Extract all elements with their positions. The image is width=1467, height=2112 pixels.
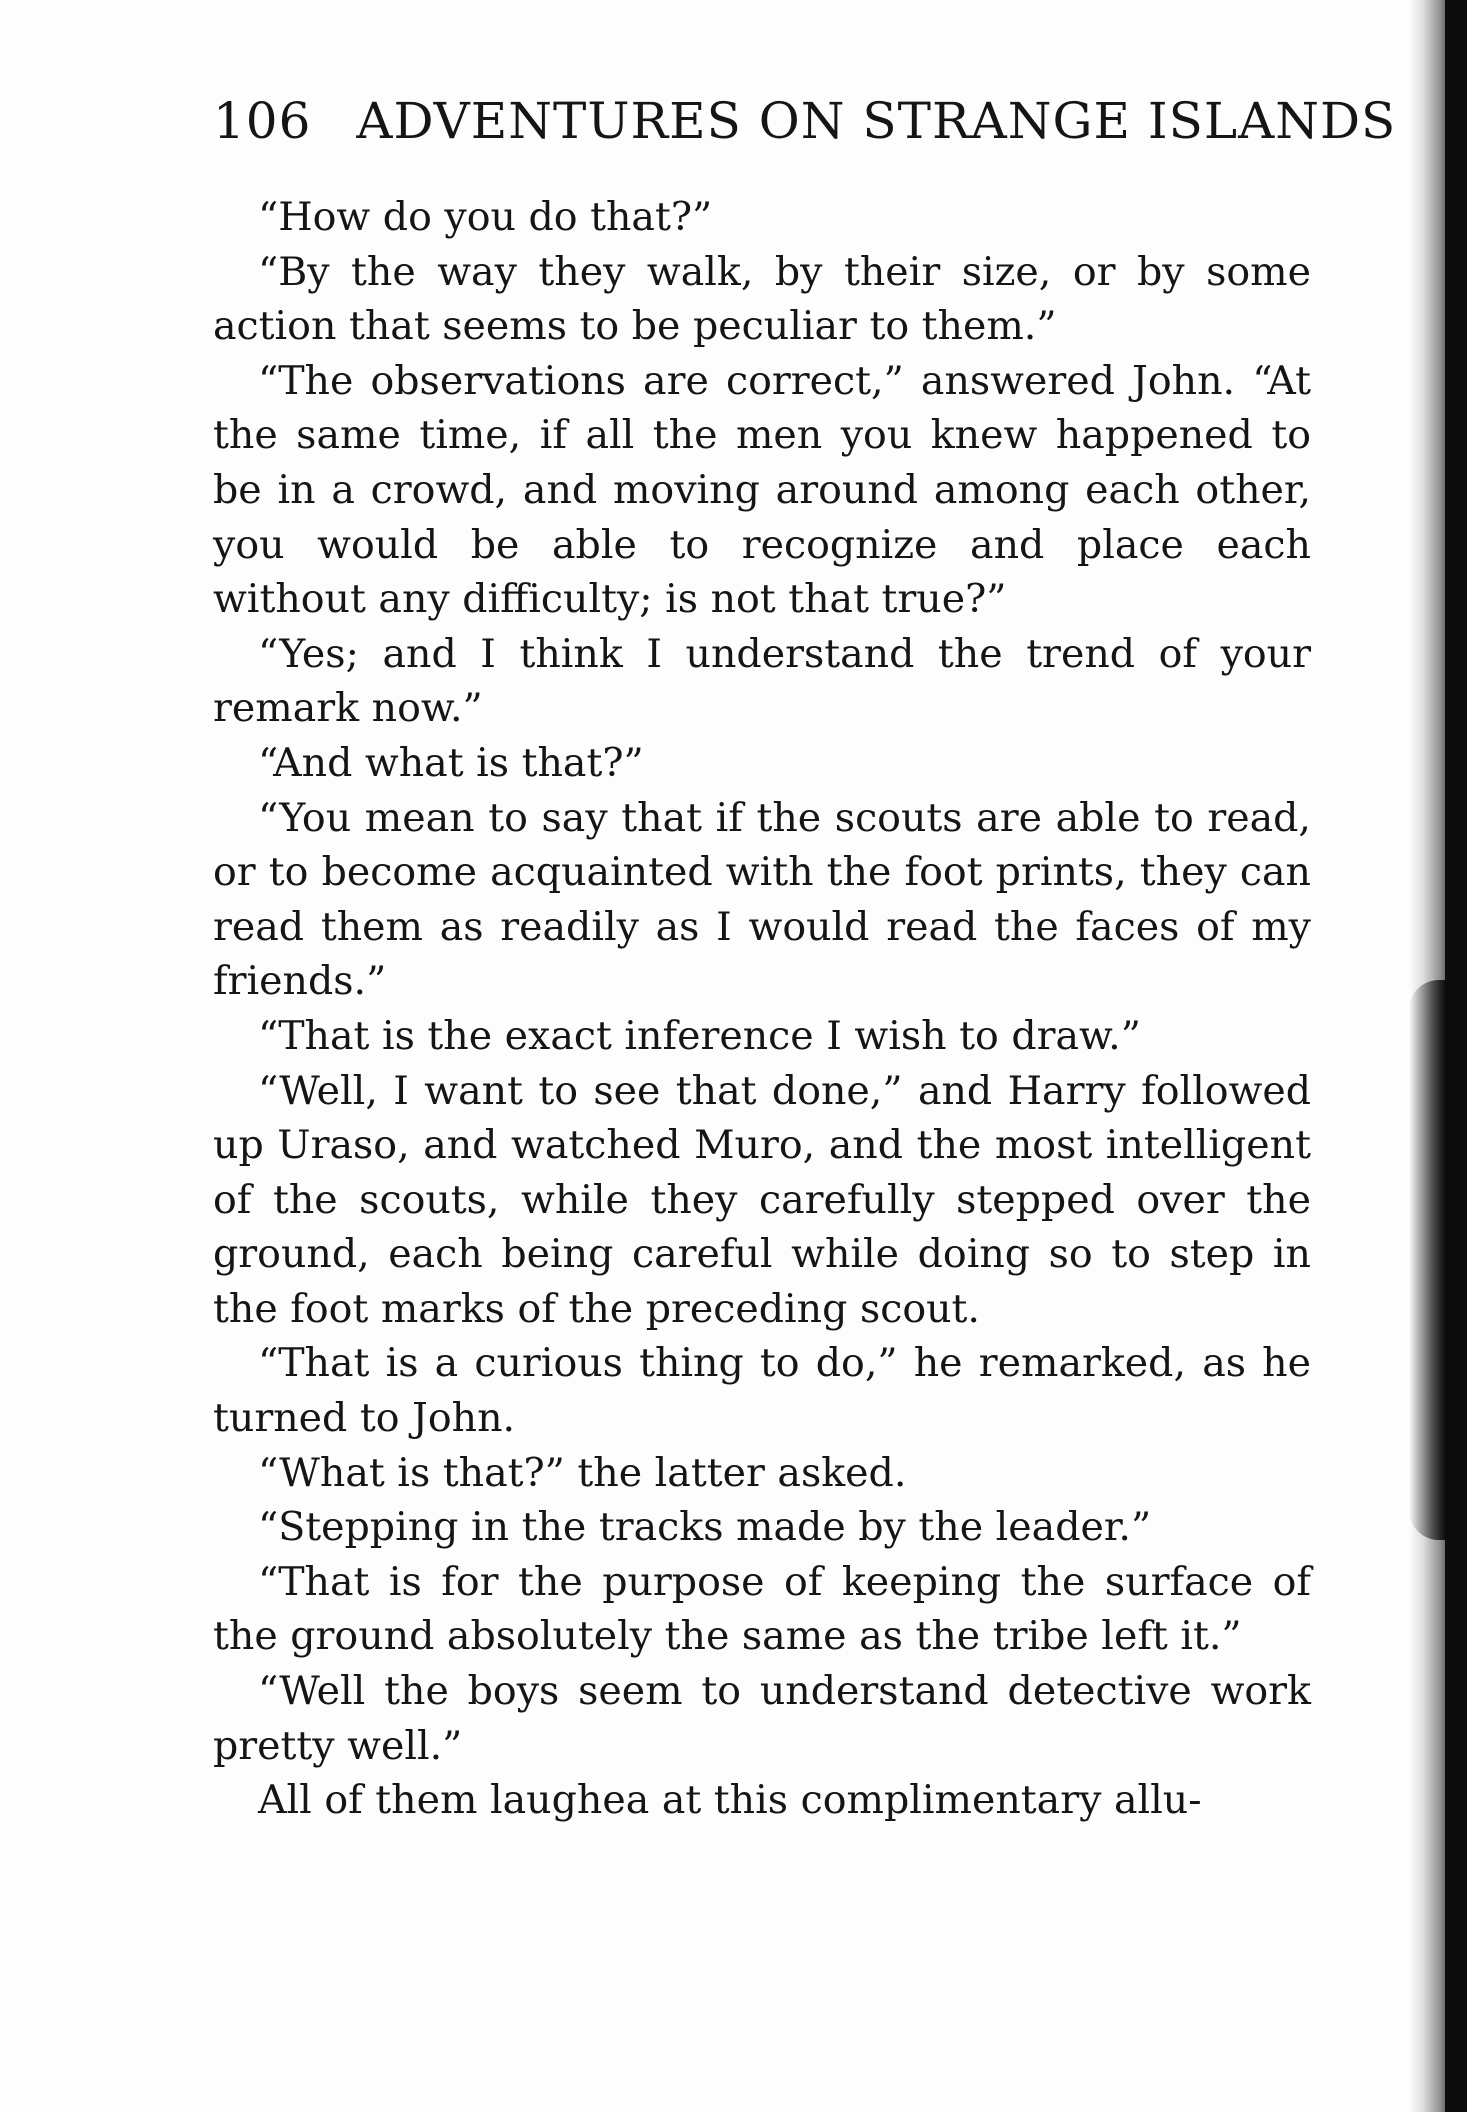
binding-gutter — [1445, 0, 1467, 2112]
binding-shadow — [1409, 980, 1449, 1540]
paragraph: “The observations are correct,” answered John. “At the same time, if all the men you knew happened to be in a crowd, and moving around among each other, you would be able to recognize and place each without any difficulty; is not that true?” — [213, 357, 1311, 623]
paragraph: “That is the exact inference I wish to draw.” — [258, 1012, 1141, 1059]
paragraph: “By the way they walk, by their size, or by some action that seems to be peculiar to them.” — [213, 248, 1311, 350]
paragraph: “Well, I want to see that done,” and Harry followed up Uraso, and watched Muro, and the most intelligent of the scouts, while they carefully stepped over the ground, each being careful while doing so to step in the foot marks of the preceding scout. — [213, 1067, 1311, 1332]
paragraph: “Yes; and I think I understand the trend of your remark now.” — [213, 630, 1311, 732]
paragraph: “Stepping in the tracks made by the leader.” — [258, 1504, 1152, 1551]
paragraph: “That is for the purpose of keeping the surface of the ground absolutely the same as the tribe left it.” — [213, 1558, 1311, 1660]
page-number: 106 — [213, 92, 312, 150]
paragraph: “What is that?” the latter asked. — [258, 1449, 907, 1496]
paragraph: “Well the boys seem to understand detective work pretty well.” — [213, 1668, 1311, 1769]
body-text — [213, 190, 1311, 1828]
paragraph: “And what is that?” — [258, 739, 644, 786]
paragraph: All of them laughea at this complimentary allu- — [258, 1777, 1202, 1824]
page-header — [213, 92, 1397, 152]
paragraph: “That is a curious thing to do,” he remarked, as he turned to John. — [213, 1340, 1311, 1442]
running-title: ADVENTURES ON STRANGE ISLANDS — [356, 92, 1397, 150]
paragraph: “How do you do that?” — [258, 194, 713, 240]
paragraph: “You mean to say that if the scouts are able to read, or to become acquainted with the foot prints, they can read them as readily as I would read the faces of my friends.” — [213, 794, 1311, 1005]
